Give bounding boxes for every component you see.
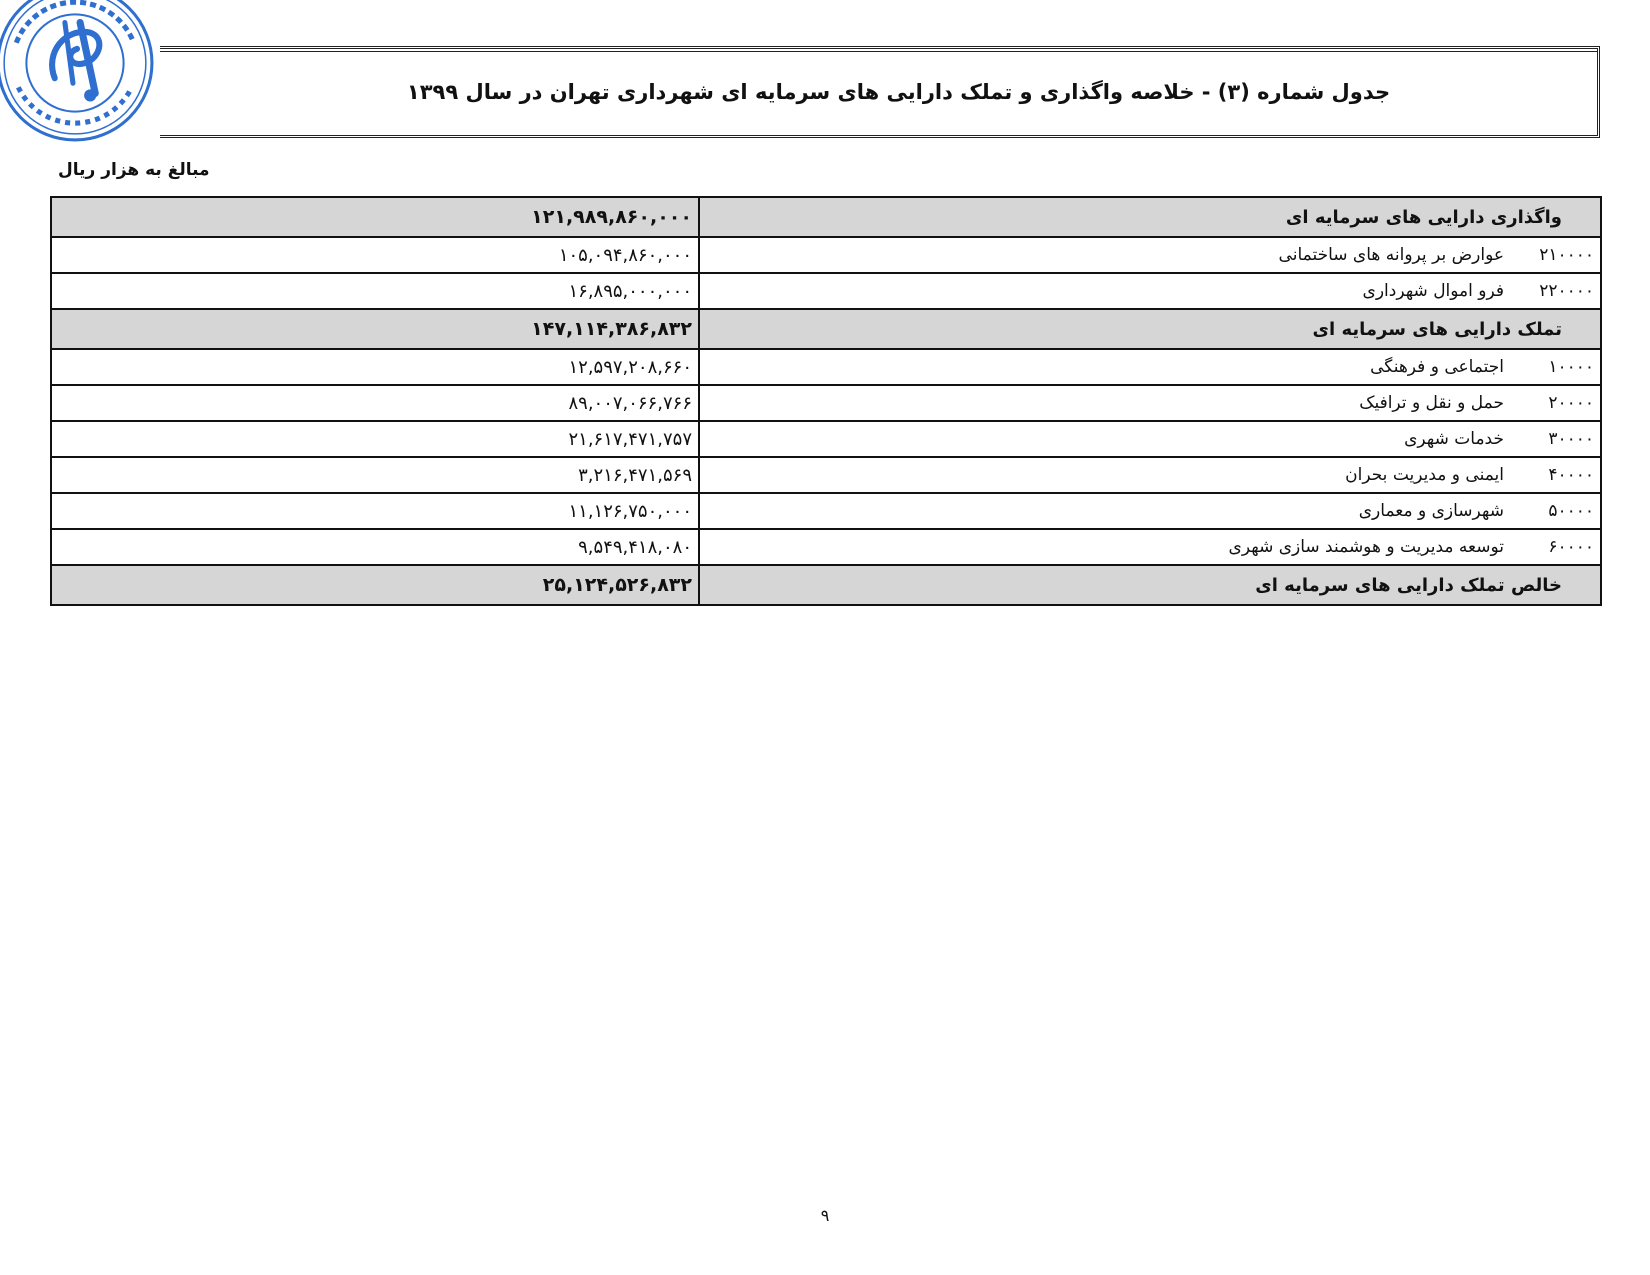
section-total-label: واگذاری دارایی های سرمایه ای	[1285, 206, 1562, 228]
item-code: ۲۱۰۰۰۰	[1539, 245, 1594, 265]
table-row	[51, 529, 1601, 565]
item-label: اجتماعی و فرهنگی	[1370, 357, 1504, 377]
label-cell	[699, 273, 1601, 309]
table-row	[51, 385, 1601, 421]
title-box	[160, 46, 1600, 138]
capital-assets-summary-table	[50, 196, 1602, 606]
label-inner	[700, 575, 1600, 596]
page-title: جدول شماره (۳) - خلاصه واگذاری و تملک دارایی های سرمایه ای شهرداری تهران در سال ۱۳۹۹	[406, 80, 1391, 104]
label-inner	[700, 245, 1600, 265]
label-cell	[699, 385, 1601, 421]
total-row	[51, 565, 1601, 605]
total-row	[51, 309, 1601, 349]
label-cell	[699, 421, 1601, 457]
label-inner	[700, 393, 1600, 413]
item-label: ایمنی و مدیریت بحران	[1345, 465, 1504, 485]
table-row	[51, 237, 1601, 273]
label-cell	[699, 237, 1601, 273]
section-total-label: خالص تملک دارایی های سرمایه ای	[1255, 574, 1562, 596]
table-row	[51, 457, 1601, 493]
item-code: ۵۰۰۰۰	[1548, 501, 1594, 521]
section-total-label: تملک دارایی های سرمایه ای	[1312, 318, 1562, 340]
amount-cell: ۱۰۵,۰۹۴,۸۶۰,۰۰۰	[51, 237, 699, 273]
item-label: توسعه مدیریت و هوشمند سازی شهری	[1228, 537, 1504, 557]
item-code: ۶۰۰۰۰	[1548, 537, 1594, 557]
table-row	[51, 273, 1601, 309]
table-body	[51, 197, 1601, 605]
amount-cell: ۱۱,۱۲۶,۷۵۰,۰۰۰	[51, 493, 699, 529]
label-inner	[700, 465, 1600, 485]
item-label: خدمات شهری	[1404, 429, 1504, 449]
label-inner	[700, 281, 1600, 301]
table-row	[51, 493, 1601, 529]
label-cell	[699, 309, 1601, 349]
item-label: عوارض بر پروانه های ساختمانی	[1278, 245, 1504, 265]
unit-label: مبالغ به هزار ریال	[58, 160, 210, 180]
amount-cell: ۱۶,۸۹۵,۰۰۰,۰۰۰	[51, 273, 699, 309]
amount-cell: ۱۴۷,۱۱۴,۳۸۶,۸۳۲	[51, 309, 699, 349]
label-inner	[700, 357, 1600, 377]
label-inner	[700, 319, 1600, 340]
item-code: ۴۰۰۰۰	[1548, 465, 1594, 485]
item-code: ۲۰۰۰۰	[1548, 393, 1594, 413]
amount-cell: ۲۵,۱۲۴,۵۲۶,۸۳۲	[51, 565, 699, 605]
amount-cell: ۸۹,۰۰۷,۰۶۶,۷۶۶	[51, 385, 699, 421]
item-code: ۱۰۰۰۰	[1548, 357, 1594, 377]
label-cell	[699, 529, 1601, 565]
label-inner	[700, 501, 1600, 521]
amount-cell: ۹,۵۴۹,۴۱۸,۰۸۰	[51, 529, 699, 565]
item-label: فرو اموال شهرداری	[1362, 281, 1504, 301]
item-code: ۳۰۰۰۰	[1548, 429, 1594, 449]
amount-cell: ۲۱,۶۱۷,۴۷۱,۷۵۷	[51, 421, 699, 457]
item-label: شهرسازی و معماری	[1358, 501, 1504, 521]
label-inner	[700, 429, 1600, 449]
amount-cell: ۳,۲۱۶,۴۷۱,۵۶۹	[51, 457, 699, 493]
item-code: ۲۲۰۰۰۰	[1539, 281, 1594, 301]
amount-cell: ۱۲,۵۹۷,۲۰۸,۶۶۰	[51, 349, 699, 385]
page-number: ۹	[820, 1206, 830, 1225]
label-inner	[700, 207, 1600, 228]
municipal-council-seal	[0, 0, 156, 144]
label-cell	[699, 197, 1601, 237]
total-row	[51, 197, 1601, 237]
table-row	[51, 421, 1601, 457]
item-label: حمل و نقل و ترافیک	[1359, 393, 1504, 413]
label-cell	[699, 493, 1601, 529]
label-cell	[699, 349, 1601, 385]
amount-cell: ۱۲۱,۹۸۹,۸۶۰,۰۰۰	[51, 197, 699, 237]
label-inner	[700, 537, 1600, 557]
label-cell	[699, 565, 1601, 605]
table-row	[51, 349, 1601, 385]
label-cell	[699, 457, 1601, 493]
